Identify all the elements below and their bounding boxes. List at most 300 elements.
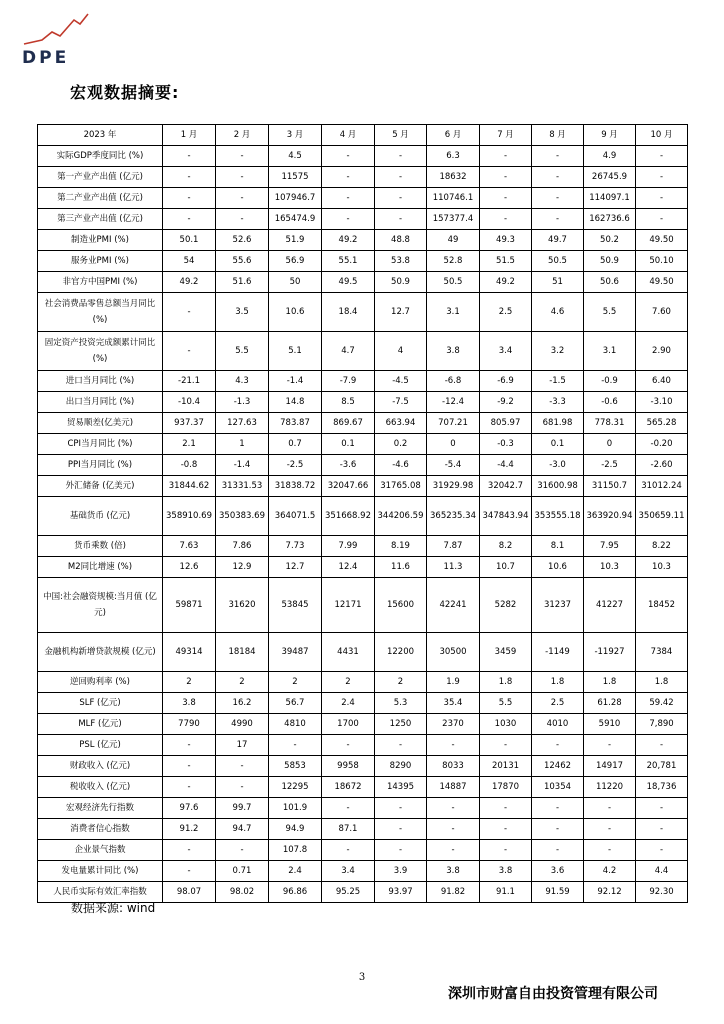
column-header: 4 月: [322, 125, 375, 146]
table-cell: 30500: [427, 633, 480, 672]
table-cell: 53.8: [375, 251, 427, 272]
table-cell: -: [584, 819, 636, 840]
table-cell: -: [375, 167, 427, 188]
table-cell: 1.8: [480, 672, 532, 693]
table-cell: 8.2: [480, 536, 532, 557]
table-cell: 2.4: [269, 861, 322, 882]
table-cell: 54: [163, 251, 216, 272]
table-cell: 127.63: [216, 413, 269, 434]
table-cell: -: [163, 167, 216, 188]
table-cell: 11.3: [427, 557, 480, 578]
table-cell: 1.8: [584, 672, 636, 693]
table-cell: 4: [375, 332, 427, 371]
table-cell: 2: [375, 672, 427, 693]
table-cell: 31331.53: [216, 476, 269, 497]
table-cell: -21.1: [163, 371, 216, 392]
table-cell: 49.2: [322, 230, 375, 251]
table-cell: -7.5: [375, 392, 427, 413]
table-cell: -: [163, 209, 216, 230]
table-cell: -6.8: [427, 371, 480, 392]
row-label: 金融机构新增贷款规模 (亿元): [38, 633, 163, 672]
table-cell: 2.90: [636, 332, 688, 371]
table-cell: 3.8: [427, 861, 480, 882]
table-cell: 14917: [584, 756, 636, 777]
table-cell: 2.5: [480, 293, 532, 332]
table-cell: 32042.7: [480, 476, 532, 497]
table-cell: 5282: [480, 578, 532, 633]
table-cell: 12200: [375, 633, 427, 672]
table-cell: 107946.7: [269, 188, 322, 209]
table-cell: 7.73: [269, 536, 322, 557]
table-cell: 12171: [322, 578, 375, 633]
table-cell: 12.7: [375, 293, 427, 332]
table-cell: -4.4: [480, 455, 532, 476]
table-cell: -: [532, 209, 584, 230]
table-cell: 351668.92: [322, 497, 375, 536]
table-cell: 4.7: [322, 332, 375, 371]
table-cell: 162736.6: [584, 209, 636, 230]
page-number: 3: [358, 972, 366, 983]
table-cell: -0.9: [584, 371, 636, 392]
table-row: [38, 840, 688, 861]
table-cell: -3.6: [322, 455, 375, 476]
table-cell: 31600.98: [532, 476, 584, 497]
table-cell: 11220: [584, 777, 636, 798]
row-label: 企业景气指数: [38, 840, 163, 861]
table-cell: 5.5: [480, 693, 532, 714]
table-cell: -: [322, 188, 375, 209]
table-cell: 18184: [216, 633, 269, 672]
table-cell: -: [636, 188, 688, 209]
table-cell: 50.10: [636, 251, 688, 272]
table-cell: 49.50: [636, 230, 688, 251]
column-header: 2 月: [216, 125, 269, 146]
column-header: 10 月: [636, 125, 688, 146]
table-cell: 2.1: [163, 434, 216, 455]
column-header: 6 月: [427, 125, 480, 146]
table-cell: -: [375, 188, 427, 209]
table-cell: 94.9: [269, 819, 322, 840]
table-cell: -: [163, 735, 216, 756]
table-row: [38, 497, 688, 536]
table-cell: 50.9: [375, 272, 427, 293]
table-cell: 51.6: [216, 272, 269, 293]
table-cell: 95.25: [322, 882, 375, 903]
table-cell: -: [322, 167, 375, 188]
table-cell: 4.5: [269, 146, 322, 167]
table-cell: 10.6: [269, 293, 322, 332]
table-cell: 61.28: [584, 693, 636, 714]
table-cell: 2.4: [322, 693, 375, 714]
table-cell: -1.5: [532, 371, 584, 392]
table-cell: 778.31: [584, 413, 636, 434]
table-cell: 7.87: [427, 536, 480, 557]
table-cell: -7.9: [322, 371, 375, 392]
table-cell: 4431: [322, 633, 375, 672]
row-label: PSL (亿元): [38, 735, 163, 756]
table-cell: 91.59: [532, 882, 584, 903]
table-cell: -: [636, 167, 688, 188]
table-cell: 31838.72: [269, 476, 322, 497]
table-cell: 20,781: [636, 756, 688, 777]
table-cell: 1.8: [636, 672, 688, 693]
table-cell: 31620: [216, 578, 269, 633]
table-row: [38, 371, 688, 392]
table-cell: 565.28: [636, 413, 688, 434]
table-cell: 7.63: [163, 536, 216, 557]
table-cell: 3.8: [480, 861, 532, 882]
table-cell: 344206.59: [375, 497, 427, 536]
table-cell: 17870: [480, 777, 532, 798]
table-cell: -1149: [532, 633, 584, 672]
row-label: 逆回购利率 (%): [38, 672, 163, 693]
table-row: [38, 777, 688, 798]
row-label: CPI当月同比 (%): [38, 434, 163, 455]
table-cell: -: [322, 798, 375, 819]
table-cell: 0: [584, 434, 636, 455]
table-cell: -: [636, 146, 688, 167]
row-label: M2同比增速 (%): [38, 557, 163, 578]
table-cell: 8.19: [375, 536, 427, 557]
table-cell: 41227: [584, 578, 636, 633]
table-cell: -: [427, 798, 480, 819]
table-row: [38, 735, 688, 756]
row-label: 消费者信心指数: [38, 819, 163, 840]
table-cell: 3.8: [163, 693, 216, 714]
table-cell: 50.9: [584, 251, 636, 272]
table-cell: 50.6: [584, 272, 636, 293]
table-cell: -: [532, 819, 584, 840]
table-cell: 49.3: [480, 230, 532, 251]
table-cell: 49.2: [163, 272, 216, 293]
table-cell: -: [636, 819, 688, 840]
table-cell: 10.6: [532, 557, 584, 578]
table-cell: 3459: [480, 633, 532, 672]
table-cell: 31844.62: [163, 476, 216, 497]
table-cell: 364071.5: [269, 497, 322, 536]
table-row: [38, 293, 688, 332]
table-cell: 0.2: [375, 434, 427, 455]
table-cell: 2370: [427, 714, 480, 735]
table-cell: -10.4: [163, 392, 216, 413]
table-cell: 4.4: [636, 861, 688, 882]
table-cell: 15600: [375, 578, 427, 633]
row-label: 第一产业产出值 (亿元): [38, 167, 163, 188]
table-cell: 7.99: [322, 536, 375, 557]
table-cell: -: [532, 146, 584, 167]
table-row: [38, 455, 688, 476]
table-cell: 8290: [375, 756, 427, 777]
column-header: 3 月: [269, 125, 322, 146]
table-cell: -: [636, 840, 688, 861]
table-cell: -: [216, 756, 269, 777]
table-cell: -: [216, 777, 269, 798]
table-cell: -: [375, 209, 427, 230]
table-cell: 8.22: [636, 536, 688, 557]
table-cell: -: [636, 735, 688, 756]
table-row: [38, 476, 688, 497]
table-cell: 31765.08: [375, 476, 427, 497]
row-label: SLF (亿元): [38, 693, 163, 714]
table-cell: 49: [427, 230, 480, 251]
table-cell: -: [480, 167, 532, 188]
table-cell: 91.2: [163, 819, 216, 840]
table-cell: 7.86: [216, 536, 269, 557]
table-cell: 12462: [532, 756, 584, 777]
table-cell: 53845: [269, 578, 322, 633]
table-cell: 3.4: [480, 332, 532, 371]
table-row: [38, 819, 688, 840]
table-cell: 5.5: [584, 293, 636, 332]
table-cell: -: [480, 798, 532, 819]
row-label: 发电量累计同比 (%): [38, 861, 163, 882]
table-cell: 0.1: [322, 434, 375, 455]
table-cell: 52.8: [427, 251, 480, 272]
table-cell: 5853: [269, 756, 322, 777]
table-cell: 1030: [480, 714, 532, 735]
table-cell: 7.60: [636, 293, 688, 332]
table-cell: 3.5: [216, 293, 269, 332]
table-cell: 4.6: [532, 293, 584, 332]
table-cell: -: [532, 167, 584, 188]
table-row: [38, 672, 688, 693]
table-cell: 31929.98: [427, 476, 480, 497]
table-cell: 18672: [322, 777, 375, 798]
table-cell: 358910.69: [163, 497, 216, 536]
table-cell: 1.8: [532, 672, 584, 693]
table-cell: 50.2: [584, 230, 636, 251]
table-cell: -12.4: [427, 392, 480, 413]
table-cell: -: [163, 188, 216, 209]
table-cell: 3.6: [532, 861, 584, 882]
row-label: 出口当月同比 (%): [38, 392, 163, 413]
table-cell: -: [216, 146, 269, 167]
table-cell: -2.5: [584, 455, 636, 476]
table-cell: 2: [216, 672, 269, 693]
table-cell: -: [532, 188, 584, 209]
table-cell: -4.5: [375, 371, 427, 392]
table-cell: -: [375, 146, 427, 167]
table-cell: -: [480, 209, 532, 230]
table-cell: 50: [269, 272, 322, 293]
table-cell: 3.2: [532, 332, 584, 371]
table-cell: 7790: [163, 714, 216, 735]
table-cell: 101.9: [269, 798, 322, 819]
table-cell: -1.3: [216, 392, 269, 413]
table-cell: 51.5: [480, 251, 532, 272]
table-cell: -: [532, 798, 584, 819]
table-row: [38, 756, 688, 777]
table-cell: -1.4: [216, 455, 269, 476]
table-cell: 5.5: [216, 332, 269, 371]
table-cell: 347843.94: [480, 497, 532, 536]
row-label: 中国:社会融资规模:当月值 (亿元): [38, 578, 163, 633]
table-cell: 55.1: [322, 251, 375, 272]
row-label: 固定资产投资完成额累计同比 (%): [38, 332, 163, 371]
table-row: [38, 230, 688, 251]
table-cell: 12.6: [163, 557, 216, 578]
table-cell: -: [480, 819, 532, 840]
table-cell: -9.2: [480, 392, 532, 413]
company-name: 深圳市财富自由投资管理有限公司: [448, 986, 658, 1002]
table-cell: 59.42: [636, 693, 688, 714]
table-cell: 98.07: [163, 882, 216, 903]
table-cell: -: [375, 735, 427, 756]
table-cell: 107.8: [269, 840, 322, 861]
row-label: 人民币实际有效汇率指数: [38, 882, 163, 903]
table-cell: 8033: [427, 756, 480, 777]
table-cell: -6.9: [480, 371, 532, 392]
table-cell: 50.1: [163, 230, 216, 251]
table-cell: 5910: [584, 714, 636, 735]
row-label: 社会消费品零售总额当月同比 (%): [38, 293, 163, 332]
table-cell: 10.3: [636, 557, 688, 578]
table-cell: 350383.69: [216, 497, 269, 536]
table-cell: 16.2: [216, 693, 269, 714]
column-header: 8 月: [532, 125, 584, 146]
table-cell: -: [322, 209, 375, 230]
table-cell: 42241: [427, 578, 480, 633]
table-cell: 4010: [532, 714, 584, 735]
table-cell: -: [163, 840, 216, 861]
row-label: 实际GDP季度同比 (%): [38, 146, 163, 167]
table-cell: 869.67: [322, 413, 375, 434]
row-label: 第二产业产出值 (亿元): [38, 188, 163, 209]
table-cell: -: [584, 798, 636, 819]
table-cell: -1.4: [269, 371, 322, 392]
table-cell: 92.12: [584, 882, 636, 903]
table-cell: 4810: [269, 714, 322, 735]
table-cell: 94.7: [216, 819, 269, 840]
table-cell: 783.87: [269, 413, 322, 434]
section-title: 宏观数据摘要:: [70, 83, 180, 102]
table-cell: 93.97: [375, 882, 427, 903]
table-cell: 97.6: [163, 798, 216, 819]
table-cell: 0.71: [216, 861, 269, 882]
table-cell: -: [322, 840, 375, 861]
table-cell: 110746.1: [427, 188, 480, 209]
column-header: 1 月: [163, 125, 216, 146]
table-cell: 7,890: [636, 714, 688, 735]
table-cell: 1: [216, 434, 269, 455]
table-cell: -0.8: [163, 455, 216, 476]
table-cell: 353555.18: [532, 497, 584, 536]
table-cell: -: [322, 735, 375, 756]
table-cell: -: [480, 840, 532, 861]
table-cell: 91.82: [427, 882, 480, 903]
table-cell: 26745.9: [584, 167, 636, 188]
table-cell: 14887: [427, 777, 480, 798]
table-cell: 4990: [216, 714, 269, 735]
table-row: [38, 146, 688, 167]
table-cell: 91.1: [480, 882, 532, 903]
table-cell: 56.9: [269, 251, 322, 272]
table-cell: 157377.4: [427, 209, 480, 230]
table-cell: 937.37: [163, 413, 216, 434]
table-cell: 87.1: [322, 819, 375, 840]
table-cell: 18452: [636, 578, 688, 633]
table-cell: 12.7: [269, 557, 322, 578]
table-cell: 2: [322, 672, 375, 693]
table-cell: 2: [163, 672, 216, 693]
table-row: [38, 861, 688, 882]
table-cell: 1700: [322, 714, 375, 735]
source-note: 数据来源: wind: [71, 901, 156, 915]
table-cell: -: [427, 735, 480, 756]
table-cell: 39487: [269, 633, 322, 672]
table-row: [38, 536, 688, 557]
dpe-logo: [22, 10, 92, 70]
table-cell: 0: [427, 434, 480, 455]
row-label: 基础货币 (亿元): [38, 497, 163, 536]
table-cell: 2: [269, 672, 322, 693]
table-row: [38, 251, 688, 272]
table-cell: -: [427, 840, 480, 861]
table-row: [38, 557, 688, 578]
row-label: 服务业PMI (%): [38, 251, 163, 272]
logo-swoosh-icon: [22, 10, 92, 50]
table-cell: 12.9: [216, 557, 269, 578]
table-cell: 52.6: [216, 230, 269, 251]
table-cell: -3.0: [532, 455, 584, 476]
table-cell: 18,736: [636, 777, 688, 798]
table-row: [38, 633, 688, 672]
table-cell: 7.95: [584, 536, 636, 557]
table-cell: 0.7: [269, 434, 322, 455]
table-cell: 96.86: [269, 882, 322, 903]
table-row: [38, 578, 688, 633]
table-cell: 350659.11: [636, 497, 688, 536]
table-cell: -: [216, 840, 269, 861]
table-cell: 49.7: [532, 230, 584, 251]
table-cell: 35.4: [427, 693, 480, 714]
table-cell: -: [163, 293, 216, 332]
table-cell: -2.5: [269, 455, 322, 476]
table-cell: 8.5: [322, 392, 375, 413]
table-cell: 5.3: [375, 693, 427, 714]
table-row: [38, 209, 688, 230]
table-cell: -: [375, 798, 427, 819]
table-cell: 49.5: [322, 272, 375, 293]
table-cell: -: [636, 209, 688, 230]
table-cell: 4.9: [584, 146, 636, 167]
table-cell: -: [584, 735, 636, 756]
table-cell: 12.4: [322, 557, 375, 578]
table-cell: -3.3: [532, 392, 584, 413]
table-body: [38, 146, 688, 903]
table-cell: 663.94: [375, 413, 427, 434]
table-row: [38, 798, 688, 819]
table-cell: 1.9: [427, 672, 480, 693]
table-cell: -: [532, 735, 584, 756]
row-label: 财政收入 (亿元): [38, 756, 163, 777]
logo-text: DPE: [22, 48, 70, 68]
table-cell: -: [216, 188, 269, 209]
row-label: 货币乘数 (倍): [38, 536, 163, 557]
table-cell: 31150.7: [584, 476, 636, 497]
table-cell: 4.3: [216, 371, 269, 392]
row-label: MLF (亿元): [38, 714, 163, 735]
table-cell: 114097.1: [584, 188, 636, 209]
table-row: [38, 167, 688, 188]
column-header: 5 月: [375, 125, 427, 146]
table-cell: -0.20: [636, 434, 688, 455]
table-cell: -0.3: [480, 434, 532, 455]
table-cell: 18.4: [322, 293, 375, 332]
table-cell: -: [636, 798, 688, 819]
table-cell: 11575: [269, 167, 322, 188]
table-cell: -: [163, 146, 216, 167]
